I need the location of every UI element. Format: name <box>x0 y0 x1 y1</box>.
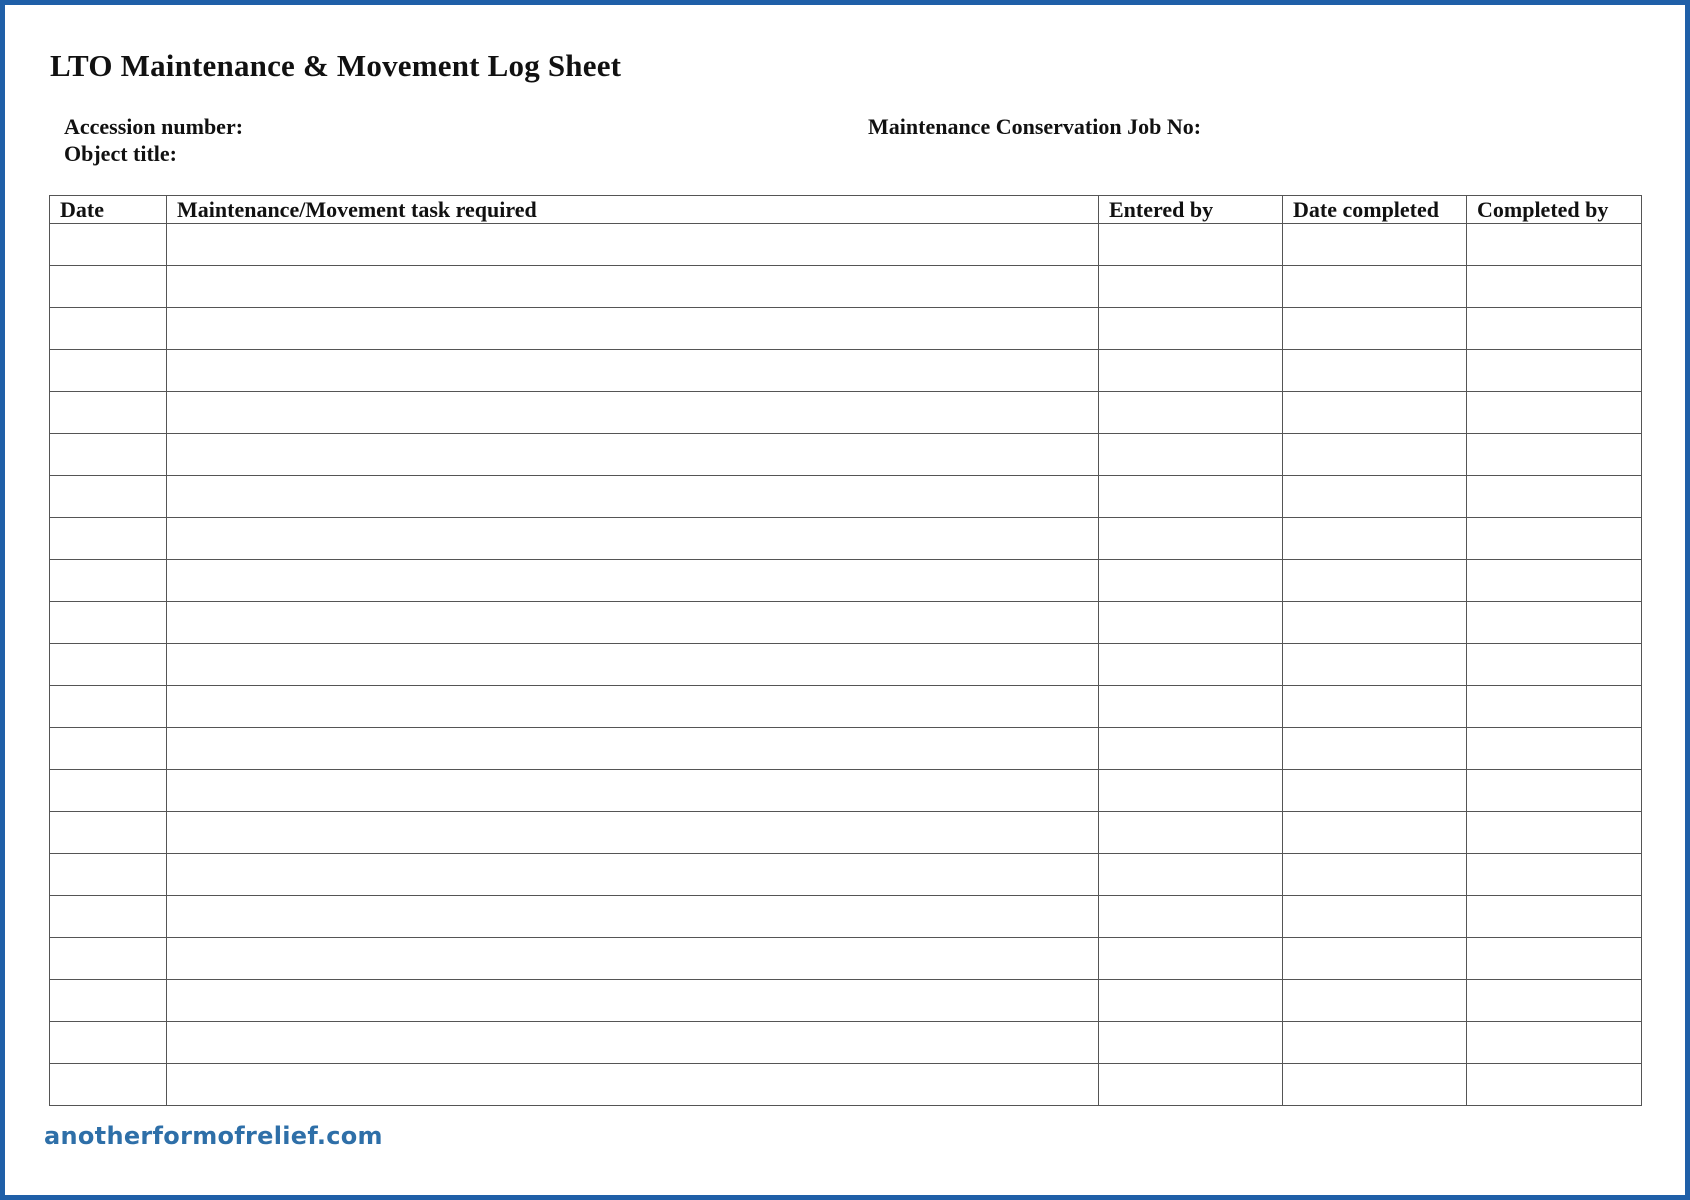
cell-task[interactable] <box>167 350 1099 392</box>
cell-completed-by[interactable] <box>1467 938 1642 980</box>
cell-date[interactable] <box>50 1064 167 1106</box>
table-row <box>50 434 1642 476</box>
cell-date[interactable] <box>50 476 167 518</box>
cell-task[interactable] <box>167 476 1099 518</box>
cell-entered-by[interactable] <box>1099 1022 1283 1064</box>
cell-task[interactable] <box>167 560 1099 602</box>
cell-date[interactable] <box>50 266 167 308</box>
cell-completed-by[interactable] <box>1467 350 1642 392</box>
table-row <box>50 476 1642 518</box>
cell-task[interactable] <box>167 518 1099 560</box>
cell-date-completed[interactable] <box>1283 266 1467 308</box>
cell-completed-by[interactable] <box>1467 728 1642 770</box>
cell-entered-by[interactable] <box>1099 644 1283 686</box>
cell-completed-by[interactable] <box>1467 770 1642 812</box>
cell-date[interactable] <box>50 1022 167 1064</box>
cell-date-completed[interactable] <box>1283 476 1467 518</box>
cell-completed-by[interactable] <box>1467 518 1642 560</box>
cell-task[interactable] <box>167 434 1099 476</box>
cell-date-completed[interactable] <box>1283 350 1467 392</box>
cell-entered-by[interactable] <box>1099 476 1283 518</box>
cell-completed-by[interactable] <box>1467 896 1642 938</box>
watermark: anotherformofrelief.com <box>44 1122 383 1150</box>
table-row <box>50 728 1642 770</box>
cell-date[interactable] <box>50 896 167 938</box>
table-row <box>50 854 1642 896</box>
cell-completed-by[interactable] <box>1467 224 1642 266</box>
cell-task[interactable] <box>167 1064 1099 1106</box>
cell-completed-by[interactable] <box>1467 686 1642 728</box>
cell-entered-by[interactable] <box>1099 938 1283 980</box>
cell-date[interactable] <box>50 602 167 644</box>
cell-date[interactable] <box>50 434 167 476</box>
cell-date[interactable] <box>50 392 167 434</box>
cell-task[interactable] <box>167 980 1099 1022</box>
cell-entered-by[interactable] <box>1099 980 1283 1022</box>
cell-entered-by[interactable] <box>1099 602 1283 644</box>
cell-date[interactable] <box>50 518 167 560</box>
cell-completed-by[interactable] <box>1467 854 1642 896</box>
cell-date[interactable] <box>50 644 167 686</box>
column-header-date-completed: Date completed <box>1283 196 1467 224</box>
cell-entered-by[interactable] <box>1099 1064 1283 1106</box>
cell-entered-by[interactable] <box>1099 350 1283 392</box>
cell-task[interactable] <box>167 308 1099 350</box>
table-row <box>50 392 1642 434</box>
cell-date-completed[interactable] <box>1283 728 1467 770</box>
cell-entered-by[interactable] <box>1099 686 1283 728</box>
cell-entered-by[interactable] <box>1099 224 1283 266</box>
column-header-completed-by: Completed by <box>1467 196 1642 224</box>
cell-completed-by[interactable] <box>1467 476 1642 518</box>
cell-date[interactable] <box>50 770 167 812</box>
cell-completed-by[interactable] <box>1467 1022 1642 1064</box>
cell-date[interactable] <box>50 224 167 266</box>
cell-task[interactable] <box>167 854 1099 896</box>
cell-entered-by[interactable] <box>1099 812 1283 854</box>
table-row <box>50 266 1642 308</box>
cell-completed-by[interactable] <box>1467 266 1642 308</box>
accession-number-label: Accession number: <box>64 114 244 139</box>
cell-date-completed[interactable] <box>1283 938 1467 980</box>
cell-date-completed[interactable] <box>1283 224 1467 266</box>
cell-entered-by[interactable] <box>1099 392 1283 434</box>
cell-date-completed[interactable] <box>1283 896 1467 938</box>
cell-date-completed[interactable] <box>1283 770 1467 812</box>
table-row <box>50 308 1642 350</box>
object-title-label: Object title: <box>64 141 177 166</box>
table-row <box>50 560 1642 602</box>
table-body <box>50 224 1642 1106</box>
cell-completed-by[interactable] <box>1467 308 1642 350</box>
cell-date-completed[interactable] <box>1283 308 1467 350</box>
cell-date[interactable] <box>50 560 167 602</box>
column-header-entered-by: Entered by <box>1099 196 1283 224</box>
cell-task[interactable] <box>167 1022 1099 1064</box>
cell-date[interactable] <box>50 980 167 1022</box>
cell-task[interactable] <box>167 392 1099 434</box>
cell-date-completed[interactable] <box>1283 854 1467 896</box>
table-row <box>50 812 1642 854</box>
cell-entered-by[interactable] <box>1099 560 1283 602</box>
cell-entered-by[interactable] <box>1099 308 1283 350</box>
column-header-task: Maintenance/Movement task required <box>167 196 1099 224</box>
cell-completed-by[interactable] <box>1467 644 1642 686</box>
table-row <box>50 224 1642 266</box>
cell-date-completed[interactable] <box>1283 392 1467 434</box>
cell-entered-by[interactable] <box>1099 434 1283 476</box>
cell-date-completed[interactable] <box>1283 602 1467 644</box>
cell-completed-by[interactable] <box>1467 392 1642 434</box>
cell-task[interactable] <box>167 266 1099 308</box>
cell-completed-by[interactable] <box>1467 560 1642 602</box>
cell-entered-by[interactable] <box>1099 770 1283 812</box>
table-row <box>50 350 1642 392</box>
table-row <box>50 644 1642 686</box>
cell-task[interactable] <box>167 644 1099 686</box>
cell-date-completed[interactable] <box>1283 1064 1467 1106</box>
table-row <box>50 686 1642 728</box>
cell-date-completed[interactable] <box>1283 812 1467 854</box>
cell-date-completed[interactable] <box>1283 560 1467 602</box>
cell-task[interactable] <box>167 812 1099 854</box>
cell-completed-by[interactable] <box>1467 1064 1642 1106</box>
cell-completed-by[interactable] <box>1467 980 1642 1022</box>
table-row <box>50 770 1642 812</box>
cell-date[interactable] <box>50 728 167 770</box>
cell-task[interactable] <box>167 602 1099 644</box>
column-header-date: Date <box>50 196 167 224</box>
cell-entered-by[interactable] <box>1099 518 1283 560</box>
cell-date[interactable] <box>50 854 167 896</box>
table-row <box>50 938 1642 980</box>
cell-date-completed[interactable] <box>1283 518 1467 560</box>
cell-date[interactable] <box>50 938 167 980</box>
cell-completed-by[interactable] <box>1467 812 1642 854</box>
cell-entered-by[interactable] <box>1099 896 1283 938</box>
cell-date-completed[interactable] <box>1283 1022 1467 1064</box>
cell-date-completed[interactable] <box>1283 644 1467 686</box>
table-row <box>50 896 1642 938</box>
cell-entered-by[interactable] <box>1099 728 1283 770</box>
table-header-row <box>50 196 1642 224</box>
cell-date-completed[interactable] <box>1283 686 1467 728</box>
table-row <box>50 980 1642 1022</box>
cell-date[interactable] <box>50 308 167 350</box>
cell-task[interactable] <box>167 938 1099 980</box>
table-row <box>50 1022 1642 1064</box>
log-table <box>49 195 1642 1106</box>
cell-date[interactable] <box>50 812 167 854</box>
page-title: LTO Maintenance & Movement Log Sheet <box>50 48 622 83</box>
table-row <box>50 518 1642 560</box>
cell-task[interactable] <box>167 728 1099 770</box>
cell-date-completed[interactable] <box>1283 434 1467 476</box>
job-number-label: Maintenance Conservation Job No: <box>868 114 1202 139</box>
cell-task[interactable] <box>167 686 1099 728</box>
cell-date[interactable] <box>50 350 167 392</box>
table-row <box>50 602 1642 644</box>
cell-entered-by[interactable] <box>1099 266 1283 308</box>
cell-task[interactable] <box>167 224 1099 266</box>
cell-completed-by[interactable] <box>1467 602 1642 644</box>
cell-date[interactable] <box>50 686 167 728</box>
cell-date-completed[interactable] <box>1283 980 1467 1022</box>
cell-completed-by[interactable] <box>1467 434 1642 476</box>
table-row <box>50 1064 1642 1106</box>
cell-task[interactable] <box>167 896 1099 938</box>
cell-task[interactable] <box>167 770 1099 812</box>
cell-entered-by[interactable] <box>1099 854 1283 896</box>
